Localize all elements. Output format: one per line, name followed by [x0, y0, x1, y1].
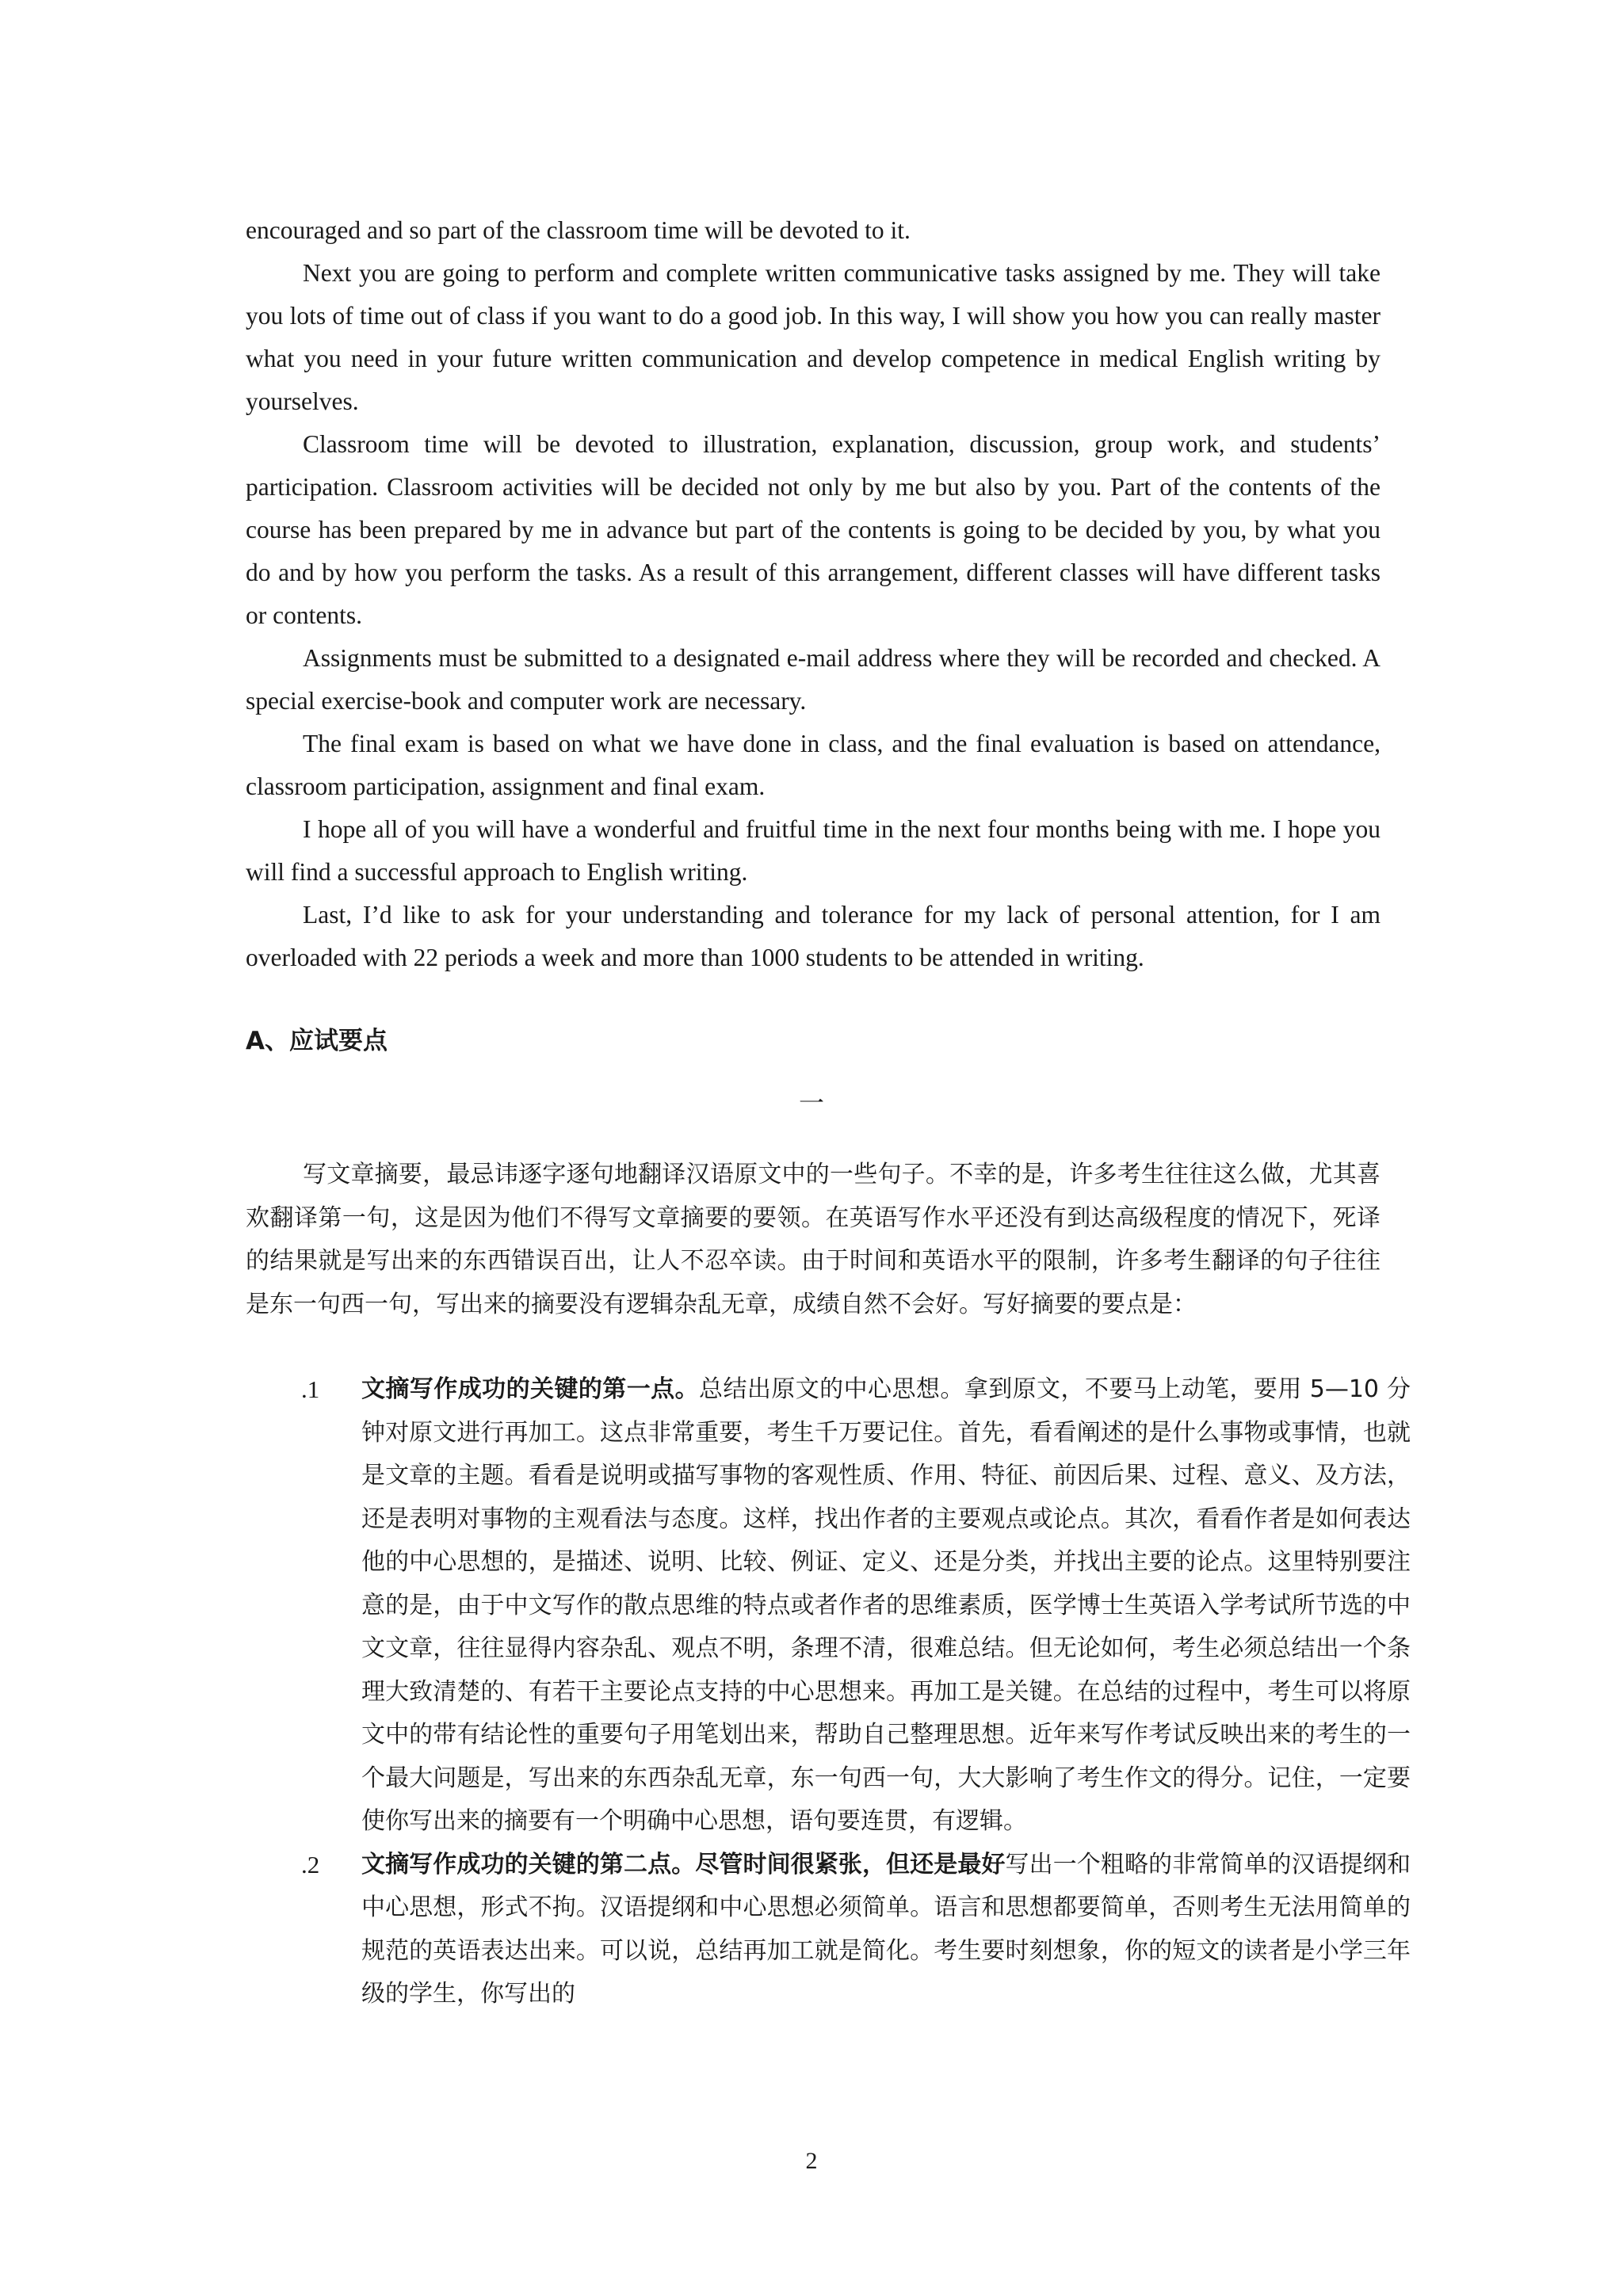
- english-paragraph-3: Classroom time will be devoted to illustration, explanation, discussion, group work, and students’ participation. Classroom activities will be decided not only by me but also by you. Part of the contents of the course has been prepared by me in advance but part of the contents is going to be decided by you, by what you do and by how you perform the tasks. As a result of this arrangement, different classes will have different tasks or contents.: [246, 430, 1381, 629]
- list-item-2: [301, 1844, 1411, 2016]
- section-heading: A、应试要点: [246, 1027, 388, 1055]
- list-item-body: 写出一个粗略的非常简单的汉语提纲和中心思想，形式不拘。汉语提纲和中心思想必须简单。语言和思想都要简单，否则考生无法用简单的规范的英语表达出来。可以说，总结再加工就是简化。考生要时刻想象，你的短文的读者是小学三年级的学生，你写出的: [361, 1850, 1411, 2008]
- english-paragraph-5: The final exam is based on what we have done in class, and the final evaluation is based on attendance, classroom participation, assignment and final exam.: [246, 730, 1381, 800]
- page-number: 2: [805, 2148, 818, 2174]
- english-paragraph-4: Assignments must be submitted to a designated e-mail address where they will be recorded and checked. A special exercise-book and computer work are necessary.: [246, 644, 1381, 715]
- list-item-lead: 文摘写作成功的关键的第一点。: [361, 1375, 700, 1403]
- english-paragraph-2: Next you are going to perform and complete written communicative tasks assigned by me. They will take you lots of time out of class if you want to do a good job. In this way, I will show you how you can really master what you need in your future written communication and develop competence in medical English writing by yourselves.: [246, 259, 1381, 415]
- list-item-1: [301, 1368, 1411, 1844]
- english-paragraph-7: Last, I’d like to ask for your understanding and tolerance for my lack of personal attention, for I am overloaded with 22 periods a week and more than 1000 students to be attended in writing.: [246, 901, 1381, 971]
- list-item-lead: 文摘写作成功的关键的第二点。尽管时间很紧张，但还是最好: [361, 1850, 1006, 1878]
- list-item-number: .2: [301, 1850, 320, 1878]
- english-paragraph-6: I hope all of you will have a wonderful and fruitful time in the next four months being with me. I hope you will find a successful approach to English writing.: [246, 815, 1381, 886]
- english-text-block: [246, 209, 1381, 979]
- list-item-body: 总结出原文的中心思想。拿到原文，不要马上动笔，要用 5—10 分钟对原文进行再加工。这点非常重要，考生千万要记住。首先，看看阐述的是什么事物或事情，也就是文章的主题。看看是说明或描写事物的客观性质、作用、特征、前因后果、过程、意义、及方法，还是表明对事物的主观看法与态度。这样，找出作者的主要观点或论点。其次，看看作者是如何表达他的中心思想的，是描述、说明、比较、例证、定义、还是分类，并找出主要的论点。这里特别要注意的是，由于中文写作的散点思维的特点或者作者的思维素质，医学博士生英语入学考试所节选的中文文章，往往显得内容杂乱、观点不明，条理不清，很难总结。但无论如何，考生必须总结出一个条理大致清楚的、有若干主要论点支持的中心思想来。再加工是关键。在总结的过程中，考生可以将原文中的带有结论性的重要句子用笔划出来，帮助自己整理思想。近年来写作考试反映出来的考生的一个最大问题是，写出来的东西杂乱无章，东一句西一句，大大影响了考生作文的得分。记住，一定要使你写出来的摘要有一个明确中心思想，语句要连贯，有逻辑。: [361, 1375, 1411, 1835]
- section-number-mark: 一: [798, 1088, 824, 1118]
- list-item-number: .1: [301, 1375, 320, 1403]
- key-points-list: [301, 1368, 1411, 2016]
- english-paragraph-1: encouraged and so part of the classroom time will be devoted to it.: [246, 216, 911, 244]
- intro-paragraph: 写文章摘要，最忌讳逐字逐句地翻译汉语原文中的一些句子。不幸的是，许多考生往往这么做，尤其喜欢翻译第一句，这是因为他们不得写文章摘要的要领。在英语写作水平还没有到达高级程度的情况下，死译的结果就是写出来的东西错误百出，让人不忍卒读。由于时间和英语水平的限制，许多考生翻译的句子往往是东一句西一句，写出来的摘要没有逻辑杂乱无章，成绩自然不会好。写好摘要的要点是：: [246, 1161, 1381, 1318]
- intro-text-block: [246, 1154, 1381, 1326]
